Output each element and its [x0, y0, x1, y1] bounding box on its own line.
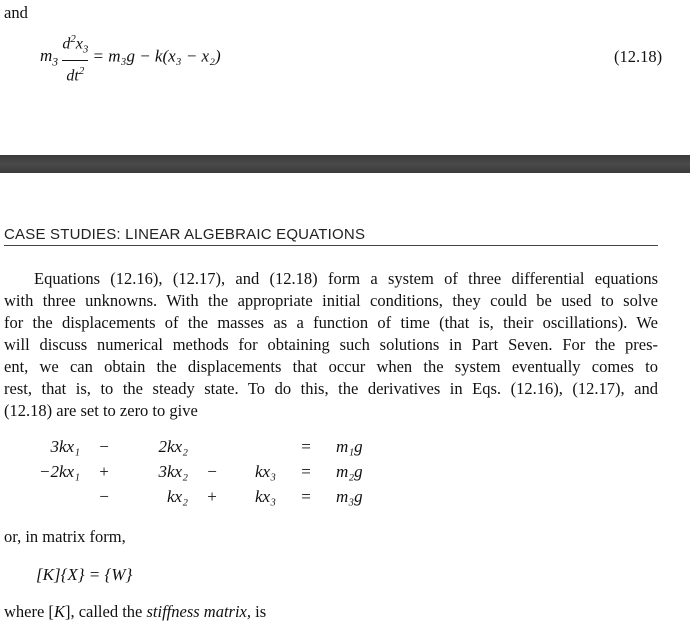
eq-rhs: = m₃g − k(x₃ − x₂): [92, 46, 221, 66]
term: 3kx₂: [158, 461, 188, 481]
paragraph-line: Equations (12.16), (12.17), and (12.18) form a system of three differential equations: [34, 269, 658, 288]
term: kx₃: [254, 461, 276, 481]
paragraph-line: will discuss numerical methods for obtaining such solutions in Part Seven. For the pres-: [4, 335, 658, 354]
page-divider: [0, 155, 690, 173]
equals-sign: =: [301, 486, 311, 506]
operator: −: [99, 486, 109, 506]
eq-numerator: $d^2x_3$: [62, 33, 89, 56]
rhs-term: m₃g: [336, 486, 363, 506]
system-row: [20, 484, 392, 509]
term: −2kx₁: [39, 461, 80, 481]
section-heading: CASE STUDIES: LINEAR ALGEBRAIC EQUATIONS: [4, 226, 658, 246]
equals-sign: =: [301, 436, 311, 456]
paragraph-line: ent, we can obtain the displacements that occur when the system eventually comes to: [4, 357, 658, 376]
term: kx₂: [166, 486, 188, 506]
eq-denominator: $dt^2$: [66, 64, 85, 84]
body-paragraph: [4, 268, 658, 422]
paragraph-line: rest, that is, to the steady state. To do this, the derivatives in Eqs. (12.16), (12.17), and: [4, 379, 658, 398]
equation-system: [20, 434, 392, 509]
operator: +: [207, 486, 217, 506]
operator: −: [99, 436, 109, 456]
equals-sign: =: [301, 461, 311, 481]
matrix-symbol: K: [53, 602, 65, 621]
closing-line: [4, 601, 266, 623]
paragraph-line: (12.18) are set to zero to give: [4, 401, 198, 420]
eq-lhs-coef: $m_3$: [40, 46, 59, 69]
paragraph-line: with three unknowns. With the appropriate initial conditions, they could be used to solve: [4, 291, 658, 310]
matrix-equation: [K]{X} = {W}: [36, 565, 133, 584]
operator: [194, 434, 230, 459]
term: kx₃: [254, 486, 276, 506]
rhs-term: m₁g: [336, 436, 363, 456]
equation-number: (12.18): [614, 47, 663, 66]
closing-text: is: [251, 602, 267, 621]
system-row: [20, 459, 392, 484]
stiffness-matrix-term: stiffness matrix,: [146, 602, 252, 621]
closing-text: ], called the: [64, 602, 147, 621]
term: [230, 434, 282, 459]
rhs-term: m₂g: [336, 461, 363, 481]
operator: −: [207, 461, 217, 481]
equation-12-18: [40, 30, 221, 85]
system-row: [20, 434, 392, 459]
eq-derivative-fraction: [62, 30, 88, 85]
paragraph-line: for the displacements of the masses as a function of time (that is, their oscillations). We: [4, 313, 658, 332]
term: 2kx₂: [158, 436, 188, 456]
term: [20, 484, 86, 509]
operator: +: [99, 461, 109, 481]
matrix-form-text: or, in matrix form,: [4, 527, 126, 546]
closing-text: where [: [4, 602, 54, 621]
term: 3kx₁: [50, 436, 80, 456]
intro-word: and: [4, 3, 28, 22]
